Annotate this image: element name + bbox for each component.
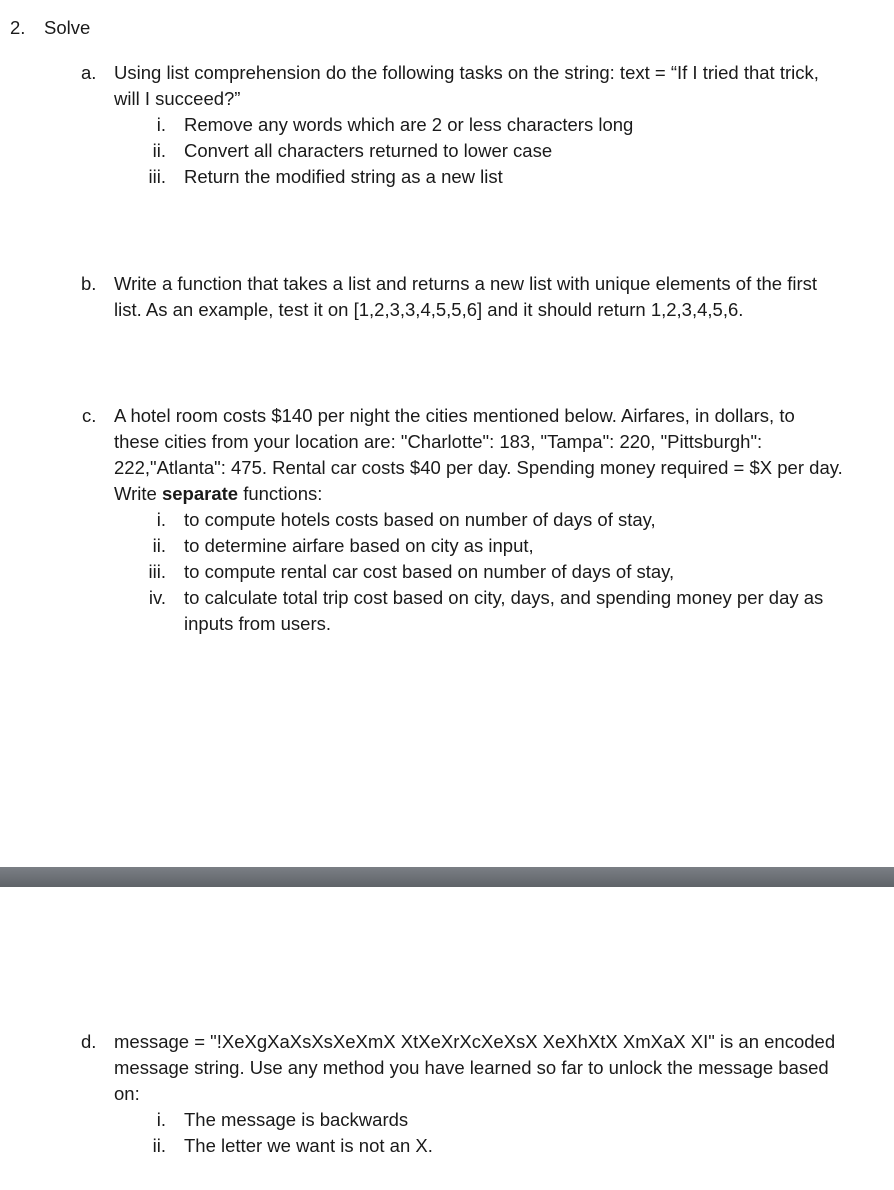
part-a-label: a. <box>81 62 97 83</box>
part-b-label: b. <box>81 273 97 294</box>
question-title: Solve <box>44 17 91 38</box>
part-c-line-3: 222,"Atlanta": 475. Rental car costs $40 per day. Spending money required = $X per day. <box>114 457 843 478</box>
part-c-line-1: A hotel room costs $140 per night the cities mentioned below. Airfares, in dollars, to <box>114 405 795 426</box>
part-d-item-1-text: The message is backwards <box>184 1109 409 1130</box>
part-c-label: c. <box>82 405 97 426</box>
part-d-line-3: on: <box>114 1083 140 1104</box>
part-c-write-line <box>114 481 322 507</box>
part-c-item-2-num: ii. <box>152 535 166 556</box>
part-d-item-2-text: The letter we want is not an X. <box>184 1135 433 1156</box>
part-c-item-1-text: to compute hotels costs based on number of days of stay, <box>184 509 656 530</box>
part-d-line-1: message = "!XeXgXaXsXsXeXmX XtXeXrXcXeXsX XeXhXtX XmXaX XI" is an encoded <box>114 1031 836 1052</box>
part-b-line-1: Write a function that takes a list and returns a new list with unique elements of the first <box>114 273 818 294</box>
part-c-item-2-text: to determine airfare based on city as input, <box>184 535 534 556</box>
part-c-item-3-text: to compute rental car cost based on number of days of stay, <box>184 561 675 582</box>
part-d-item-2-num: ii. <box>152 1135 166 1156</box>
part-c-line-2: these cities from your location are: "Charlotte": 183, "Tampa": 220, "Pittsburgh": <box>114 431 763 452</box>
part-c-item-3-num: iii. <box>148 561 166 582</box>
part-c-write-prefix: Write <box>114 483 162 504</box>
part-a-line-2: will I succeed?” <box>114 88 241 109</box>
part-b-line-2: list. As an example, test it on [1,2,3,3,4,5,5,6] and it should return 1,2,3,4,5,6. <box>114 299 744 320</box>
page-divider <box>0 867 894 887</box>
part-c-item-4-num: iv. <box>148 587 166 608</box>
part-a-item-2-num: ii. <box>152 140 166 161</box>
part-d-line-2: message string. Use any method you have learned so far to unlock the message based <box>114 1057 829 1078</box>
part-a-item-1-num: i. <box>156 114 166 135</box>
part-a-item-3-text: Return the modified string as a new list <box>184 166 503 187</box>
part-c-write-suffix: functions: <box>238 483 323 504</box>
part-a-line-1: Using list comprehension do the following tasks on the string: text = “If I tried that trick, <box>114 62 819 83</box>
part-c-write-bold: separate <box>161 483 239 504</box>
part-c-item-4-cont: inputs from users. <box>184 613 332 634</box>
part-d-item-1-num: i. <box>156 1109 166 1130</box>
part-a-item-2-text: Convert all characters returned to lower case <box>184 140 553 161</box>
part-d-label: d. <box>81 1031 97 1052</box>
part-c-item-4-text: to calculate total trip cost based on city, days, and spending money per day as <box>184 587 824 608</box>
part-a-item-1-text: Remove any words which are 2 or less characters long <box>184 114 634 135</box>
part-c-item-1-num: i. <box>156 509 166 530</box>
question-number: 2. <box>10 17 26 38</box>
part-a-item-3-num: iii. <box>148 166 166 187</box>
